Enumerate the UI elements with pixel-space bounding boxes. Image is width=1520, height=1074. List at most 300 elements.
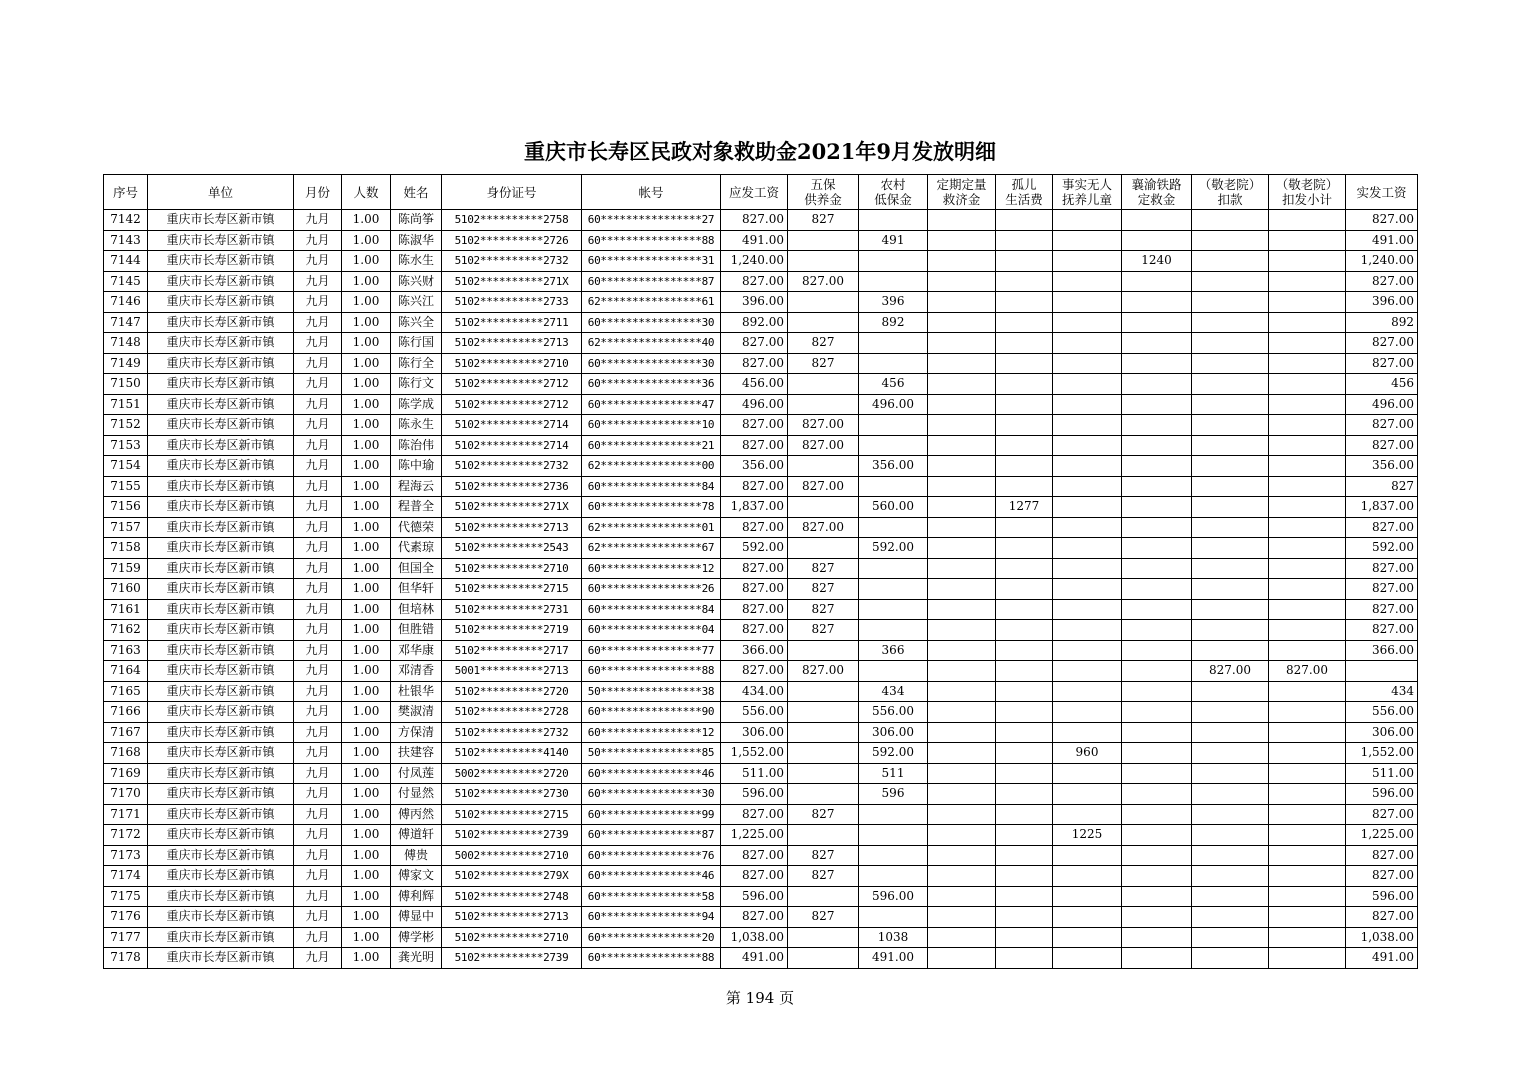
table-cell: 1.00 — [342, 558, 391, 579]
table-cell — [996, 743, 1053, 764]
table-cell: 7172 — [104, 825, 148, 846]
table-cell — [1122, 661, 1192, 682]
table-cell — [1269, 374, 1346, 395]
table-cell — [1192, 620, 1269, 641]
table-cell: 5102**********2732 — [442, 722, 582, 743]
column-header-line: （敬老院） — [1198, 177, 1262, 192]
table-cell — [996, 312, 1053, 333]
table-cell: 樊淑清 — [391, 702, 442, 723]
table-cell — [1053, 333, 1122, 354]
table-cell: 827.00 — [1346, 558, 1418, 579]
table-cell: 7171 — [104, 804, 148, 825]
table-cell — [1053, 722, 1122, 743]
table-cell — [1192, 722, 1269, 743]
table-cell: 827 — [788, 845, 859, 866]
column-header — [928, 175, 996, 210]
table-cell: 356.00 — [859, 456, 928, 477]
table-cell: 1.00 — [342, 353, 391, 374]
table-cell: 62****************01 — [582, 517, 721, 538]
table-row — [104, 825, 1418, 846]
table-cell — [1269, 599, 1346, 620]
table-cell: 7153 — [104, 435, 148, 456]
table-cell — [1269, 784, 1346, 805]
table-cell: 扶建容 — [391, 743, 442, 764]
table-cell — [928, 886, 996, 907]
table-cell: 重庆市长寿区新市镇 — [148, 743, 294, 764]
table-cell — [1122, 456, 1192, 477]
table-cell: 491 — [859, 230, 928, 251]
table-cell — [1192, 825, 1269, 846]
table-cell — [928, 599, 996, 620]
table-cell — [1122, 804, 1192, 825]
table-cell: 重庆市长寿区新市镇 — [148, 579, 294, 600]
table-cell — [1122, 743, 1192, 764]
column-header — [996, 175, 1053, 210]
table-cell: 1225 — [1053, 825, 1122, 846]
table-cell — [1269, 312, 1346, 333]
table-cell: 491.00 — [721, 948, 788, 969]
table-cell — [1269, 538, 1346, 559]
table-cell — [1192, 886, 1269, 907]
table-cell: 傅显中 — [391, 907, 442, 928]
table-cell — [1122, 333, 1192, 354]
table-cell: 重庆市长寿区新市镇 — [148, 927, 294, 948]
table-cell — [1053, 292, 1122, 313]
table-cell — [1192, 640, 1269, 661]
table-cell: 5102**********2712 — [442, 394, 582, 415]
table-cell: 陈行国 — [391, 333, 442, 354]
table-cell — [1192, 251, 1269, 272]
table-cell — [1192, 435, 1269, 456]
table-cell: 60****************87 — [582, 271, 721, 292]
table-cell: 1240 — [1122, 251, 1192, 272]
table-cell: 7154 — [104, 456, 148, 477]
table-cell — [1122, 394, 1192, 415]
table-cell — [1269, 886, 1346, 907]
table-cell: 付凤莲 — [391, 763, 442, 784]
table-cell: 1.00 — [342, 271, 391, 292]
table-cell: 827 — [788, 866, 859, 887]
table-cell: 重庆市长寿区新市镇 — [148, 599, 294, 620]
table-cell: 456 — [1346, 374, 1418, 395]
table-cell — [996, 702, 1053, 723]
table-row — [104, 599, 1418, 620]
table-cell — [996, 517, 1053, 538]
table-cell: 龚光明 — [391, 948, 442, 969]
table-cell: 366.00 — [1346, 640, 1418, 661]
table-row — [104, 435, 1418, 456]
table-cell: 827 — [788, 599, 859, 620]
table-cell: 60****************21 — [582, 435, 721, 456]
table-cell: 九月 — [294, 435, 342, 456]
table-cell: 496.00 — [721, 394, 788, 415]
table-cell — [1053, 230, 1122, 251]
table-row — [104, 845, 1418, 866]
table-cell: 1.00 — [342, 763, 391, 784]
table-cell — [788, 763, 859, 784]
column-header — [1053, 175, 1122, 210]
table-cell: 九月 — [294, 456, 342, 477]
table-cell: 1.00 — [342, 927, 391, 948]
table-cell: 7162 — [104, 620, 148, 641]
table-cell: 傅贵 — [391, 845, 442, 866]
table-cell: 重庆市长寿区新市镇 — [148, 210, 294, 231]
column-header-line: 生活费 — [1005, 192, 1043, 207]
table-cell: 1,837.00 — [721, 497, 788, 518]
table-cell — [928, 784, 996, 805]
table-cell — [859, 825, 928, 846]
table-cell: 7142 — [104, 210, 148, 231]
table-cell: 7157 — [104, 517, 148, 538]
table-cell: 1.00 — [342, 497, 391, 518]
table-cell: 代素琼 — [391, 538, 442, 559]
table-cell — [788, 251, 859, 272]
table-cell — [996, 456, 1053, 477]
table-row — [104, 333, 1418, 354]
table-cell: 重庆市长寿区新市镇 — [148, 948, 294, 969]
column-header — [342, 175, 391, 210]
table-cell — [1122, 640, 1192, 661]
table-cell: 九月 — [294, 948, 342, 969]
table-row — [104, 353, 1418, 374]
table-cell: 511 — [859, 763, 928, 784]
table-cell: 5102**********2733 — [442, 292, 582, 313]
table-cell — [859, 866, 928, 887]
table-cell: 重庆市长寿区新市镇 — [148, 866, 294, 887]
table-cell — [1122, 538, 1192, 559]
table-cell — [1122, 599, 1192, 620]
table-cell — [1269, 825, 1346, 846]
table-cell: 827.00 — [1346, 804, 1418, 825]
table-cell — [928, 927, 996, 948]
table-cell — [1192, 702, 1269, 723]
table-cell — [996, 394, 1053, 415]
table-cell — [1053, 599, 1122, 620]
table-cell: 1.00 — [342, 415, 391, 436]
table-cell — [859, 907, 928, 928]
table-cell — [1269, 620, 1346, 641]
table-cell: 827.00 — [1346, 579, 1418, 600]
table-row — [104, 497, 1418, 518]
table-cell: 1.00 — [342, 886, 391, 907]
table-cell: 7155 — [104, 476, 148, 497]
table-cell — [1192, 804, 1269, 825]
table-cell — [1053, 784, 1122, 805]
table-cell: 827 — [1346, 476, 1418, 497]
table-cell — [1053, 476, 1122, 497]
table-cell: 1,552.00 — [1346, 743, 1418, 764]
table-cell: 九月 — [294, 763, 342, 784]
table-cell — [1192, 784, 1269, 805]
table-cell: 396.00 — [1346, 292, 1418, 313]
table-cell: 827.00 — [1346, 415, 1418, 436]
table-cell — [1192, 907, 1269, 928]
table-cell — [1269, 415, 1346, 436]
table-cell — [996, 886, 1053, 907]
table-cell: 7177 — [104, 927, 148, 948]
column-header-line: 农村 — [880, 177, 906, 192]
table-cell: 陈行全 — [391, 353, 442, 374]
table-cell — [859, 517, 928, 538]
table-cell — [928, 517, 996, 538]
table-row — [104, 661, 1418, 682]
table-cell: 1.00 — [342, 456, 391, 477]
table-cell: 60****************46 — [582, 866, 721, 887]
table-cell: 7159 — [104, 558, 148, 579]
table-cell: 7150 — [104, 374, 148, 395]
table-row — [104, 292, 1418, 313]
table-cell: 重庆市长寿区新市镇 — [148, 456, 294, 477]
table-cell: 5102**********2714 — [442, 415, 582, 436]
table-cell — [928, 230, 996, 251]
table-cell: 434 — [1346, 681, 1418, 702]
table-cell — [1192, 497, 1269, 518]
table-cell — [1053, 210, 1122, 231]
table-row — [104, 886, 1418, 907]
table-cell: 827.00 — [1346, 907, 1418, 928]
table-cell: 傅丙然 — [391, 804, 442, 825]
table-cell — [1269, 333, 1346, 354]
table-cell — [996, 948, 1053, 969]
column-header-line: 月份 — [304, 184, 330, 200]
table-cell: 重庆市长寿区新市镇 — [148, 435, 294, 456]
table-cell — [996, 476, 1053, 497]
table-cell — [1053, 374, 1122, 395]
table-cell: 60****************99 — [582, 804, 721, 825]
table-cell — [1192, 558, 1269, 579]
table-cell: 7144 — [104, 251, 148, 272]
table-cell: 1.00 — [342, 722, 391, 743]
table-cell — [1269, 497, 1346, 518]
table-cell: 60****************12 — [582, 722, 721, 743]
table-cell: 1.00 — [342, 599, 391, 620]
table-cell — [996, 271, 1053, 292]
table-cell: 九月 — [294, 353, 342, 374]
table-cell: 827.00 — [721, 845, 788, 866]
table-cell — [928, 866, 996, 887]
table-cell — [928, 722, 996, 743]
table-cell — [996, 804, 1053, 825]
table-cell: 重庆市长寿区新市镇 — [148, 292, 294, 313]
table-cell: 九月 — [294, 743, 342, 764]
table-cell: 5102**********2543 — [442, 538, 582, 559]
table-row — [104, 907, 1418, 928]
table-cell: 434.00 — [721, 681, 788, 702]
table-cell: 1038 — [859, 927, 928, 948]
table-cell: 306.00 — [859, 722, 928, 743]
table-cell — [1122, 702, 1192, 723]
table-cell: 5102**********2748 — [442, 886, 582, 907]
table-cell: 7149 — [104, 353, 148, 374]
table-cell: 7158 — [104, 538, 148, 559]
table-row — [104, 948, 1418, 969]
table-cell: 1,038.00 — [1346, 927, 1418, 948]
table-cell: 陈学成 — [391, 394, 442, 415]
table-cell — [996, 292, 1053, 313]
table-cell: 960 — [1053, 743, 1122, 764]
table-cell — [1053, 517, 1122, 538]
table-cell: 7147 — [104, 312, 148, 333]
table-cell — [996, 784, 1053, 805]
table-cell — [928, 271, 996, 292]
table-cell: 60****************31 — [582, 251, 721, 272]
table-cell — [1192, 845, 1269, 866]
table-cell: 九月 — [294, 886, 342, 907]
table-cell: 重庆市长寿区新市镇 — [148, 702, 294, 723]
table-cell — [859, 661, 928, 682]
table-cell: 九月 — [294, 825, 342, 846]
table-cell: 九月 — [294, 271, 342, 292]
table-cell — [1053, 907, 1122, 928]
column-header — [1122, 175, 1192, 210]
table-cell — [1053, 927, 1122, 948]
table-cell — [1122, 374, 1192, 395]
table-cell — [788, 722, 859, 743]
table-cell: 596.00 — [1346, 784, 1418, 805]
table-cell: 827.00 — [788, 476, 859, 497]
table-cell: 陈行文 — [391, 374, 442, 395]
table-cell — [928, 743, 996, 764]
table-cell: 重庆市长寿区新市镇 — [148, 476, 294, 497]
table-cell: 1.00 — [342, 394, 391, 415]
table-row — [104, 784, 1418, 805]
table-cell — [928, 907, 996, 928]
table-cell: 7151 — [104, 394, 148, 415]
table-cell: 396 — [859, 292, 928, 313]
table-cell: 九月 — [294, 251, 342, 272]
table-cell: 60****************26 — [582, 579, 721, 600]
table-cell — [928, 804, 996, 825]
table-cell — [1053, 620, 1122, 641]
column-header-line: 抚养儿童 — [1061, 192, 1112, 207]
table-cell: 5102**********2739 — [442, 825, 582, 846]
column-header-line: 身份证号 — [486, 184, 537, 200]
table-cell: 陈兴全 — [391, 312, 442, 333]
table-row — [104, 866, 1418, 887]
table-cell — [1122, 886, 1192, 907]
table-cell: 434 — [859, 681, 928, 702]
table-row — [104, 804, 1418, 825]
table-cell: 50****************85 — [582, 743, 721, 764]
table-cell: 1.00 — [342, 620, 391, 641]
table-cell: 60****************94 — [582, 907, 721, 928]
table-cell: 九月 — [294, 866, 342, 887]
table-cell — [1269, 435, 1346, 456]
table-cell — [1053, 845, 1122, 866]
table-cell — [1122, 517, 1192, 538]
table-cell: 5102**********2732 — [442, 251, 582, 272]
table-cell — [928, 825, 996, 846]
table-cell — [928, 620, 996, 641]
table-cell — [928, 681, 996, 702]
table-cell: 60****************90 — [582, 702, 721, 723]
table-cell: 892 — [1346, 312, 1418, 333]
table-cell: 62****************67 — [582, 538, 721, 559]
table-cell — [928, 763, 996, 784]
table-cell: 62****************61 — [582, 292, 721, 313]
table-cell — [996, 722, 1053, 743]
table-cell — [1053, 435, 1122, 456]
table-cell — [788, 292, 859, 313]
table-cell: 1.00 — [342, 538, 391, 559]
table-cell: 60****************78 — [582, 497, 721, 518]
table-cell: 九月 — [294, 538, 342, 559]
table-cell — [1122, 845, 1192, 866]
table-cell: 892.00 — [721, 312, 788, 333]
table-cell — [996, 661, 1053, 682]
table-cell: 重庆市长寿区新市镇 — [148, 620, 294, 641]
table-cell — [996, 825, 1053, 846]
table-cell: 60****************30 — [582, 353, 721, 374]
table-cell — [1122, 497, 1192, 518]
table-cell: 7166 — [104, 702, 148, 723]
table-cell — [859, 558, 928, 579]
table-cell — [1269, 845, 1346, 866]
column-header — [1346, 175, 1418, 210]
table-cell — [1122, 292, 1192, 313]
table-cell: 陈兴江 — [391, 292, 442, 313]
table-cell: 1.00 — [342, 743, 391, 764]
table-cell — [996, 907, 1053, 928]
table-cell — [1269, 230, 1346, 251]
table-row — [104, 271, 1418, 292]
table-cell — [1122, 312, 1192, 333]
table-row — [104, 517, 1418, 538]
table-cell — [928, 702, 996, 723]
column-header-line: 救济金 — [942, 192, 981, 207]
table-cell — [788, 497, 859, 518]
table-cell: 7178 — [104, 948, 148, 969]
table-cell: 5102**********4140 — [442, 743, 582, 764]
table-cell — [1192, 456, 1269, 477]
table-cell: 596.00 — [721, 784, 788, 805]
table-cell: 306.00 — [1346, 722, 1418, 743]
table-cell: 827.00 — [721, 415, 788, 436]
table-cell — [1122, 415, 1192, 436]
table-cell: 596.00 — [721, 886, 788, 907]
table-cell: 306.00 — [721, 722, 788, 743]
table-cell: 5001**********2713 — [442, 661, 582, 682]
column-header-line: 襄渝铁路 — [1131, 177, 1182, 192]
table-cell: 九月 — [294, 784, 342, 805]
table-cell: 5102**********2728 — [442, 702, 582, 723]
column-header — [391, 175, 442, 210]
table-cell: 重庆市长寿区新市镇 — [148, 763, 294, 784]
column-header — [1192, 175, 1269, 210]
table-cell: 827.00 — [721, 579, 788, 600]
table-cell: 827.00 — [788, 661, 859, 682]
table-cell: 5102**********2736 — [442, 476, 582, 497]
column-header-line: 五保 — [810, 177, 836, 192]
table-cell: 827.00 — [788, 517, 859, 538]
table-cell — [788, 394, 859, 415]
table-cell: 重庆市长寿区新市镇 — [148, 374, 294, 395]
table-cell — [928, 476, 996, 497]
table-cell — [1053, 948, 1122, 969]
table-row — [104, 927, 1418, 948]
table-cell: 5102**********2739 — [442, 948, 582, 969]
table-cell — [788, 927, 859, 948]
table-cell: 60****************36 — [582, 374, 721, 395]
table-cell — [1269, 702, 1346, 723]
table-cell: 491.00 — [1346, 948, 1418, 969]
table-cell — [1269, 353, 1346, 374]
table-cell: 1.00 — [342, 374, 391, 395]
table-cell: 5102**********2730 — [442, 784, 582, 805]
table-cell — [1053, 394, 1122, 415]
table-cell: 重庆市长寿区新市镇 — [148, 825, 294, 846]
table-row — [104, 230, 1418, 251]
